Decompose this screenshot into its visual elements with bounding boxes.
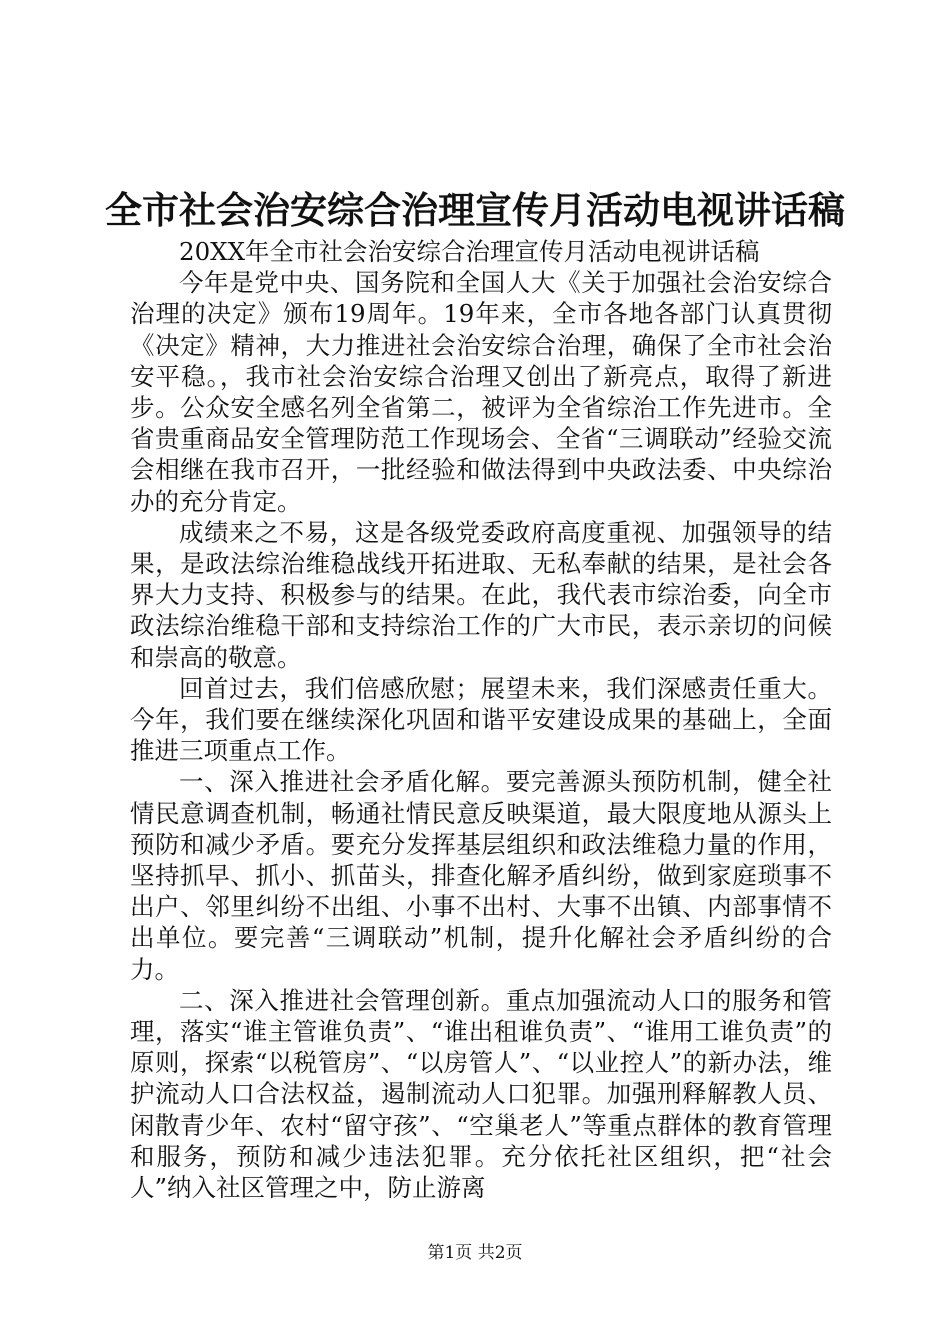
paragraph-outlook: 回首过去，我们倍感欣慰；展望未来，我们深感责任重大。今年，我们要在继续深化巩固和谐平安建设成果的基础上，全面推进三项重点工作。 <box>130 673 832 766</box>
document-subtitle: 20XX年全市社会治安综合治理宣传月活动电视讲话稿 <box>179 237 760 266</box>
page-footer: 第1页 共2页 <box>427 1243 523 1263</box>
paragraph-achievements: 成绩来之不易，这是各级党委政府高度重视、加强领导的结果，是政法综治维稳战线开拓进取、无私奉献的结果，是社会各界大力支持、积极参与的结果。在此，我代表市综治委，向全市政法综治维稳干部和支持综治工作的广大市民，表示亲切的问候和崇高的敬意。 <box>130 517 832 672</box>
paragraph-intro: 今年是党中央、国务院和全国人大《关于加强社会治安综合治理的决定》颁布19周年。19年来，全市各地各部门认真贯彻《决定》精神，大力推进社会治安综合治理，确保了全市社会治安平稳。，我市社会治安综合治理又创出了新亮点，取得了新进步。公众安全感名列全省第二，被评为全省综治工作先进市。全省贵重商品安全管理防范工作现场会、全省“三调联动”经验交流会相继在我市召开，一批经验和做法得到中央政法委、中央综治办的充分肯定。 <box>130 268 832 516</box>
document-title: 全市社会治安综合治理宣传月活动电视讲话稿 <box>105 188 845 232</box>
paragraph-point-one: 一、深入推进社会矛盾化解。要完善源头预防机制，健全社情民意调查机制，畅通社情民意反映渠道，最大限度地从源头上预防和减少矛盾。要充分发挥基层组织和政法维稳力量的作用，坚持抓早、抓小、抓苗头，排查化解矛盾纠纷，做到家庭琐事不出户、邻里纠纷不出组、小事不出村、大事不出镇、内部事情不出单位。要完善“三调联动”机制，提升化解社会矛盾纠纷的合力。 <box>130 767 832 984</box>
paragraph-point-two: 二、深入推进社会管理创新。重点加强流动人口的服务和管理，落实“谁主管谁负责”、“谁出租谁负责”、“谁用工谁负责”的原则，探索“以税管房”、“以房管人”、“以业控人”的新办法，维护流动人口合法权益，遏制流动人口犯罪。加强刑释解教人员、闲散青少年、农村“留守孩”、“空巢老人”等重点群体的教育管理和服务，预防和减少违法犯罪。充分依托社区组织，把“社会人”纳入社区管理之中，防止游离 <box>130 985 832 1203</box>
document-body <box>130 236 832 1203</box>
